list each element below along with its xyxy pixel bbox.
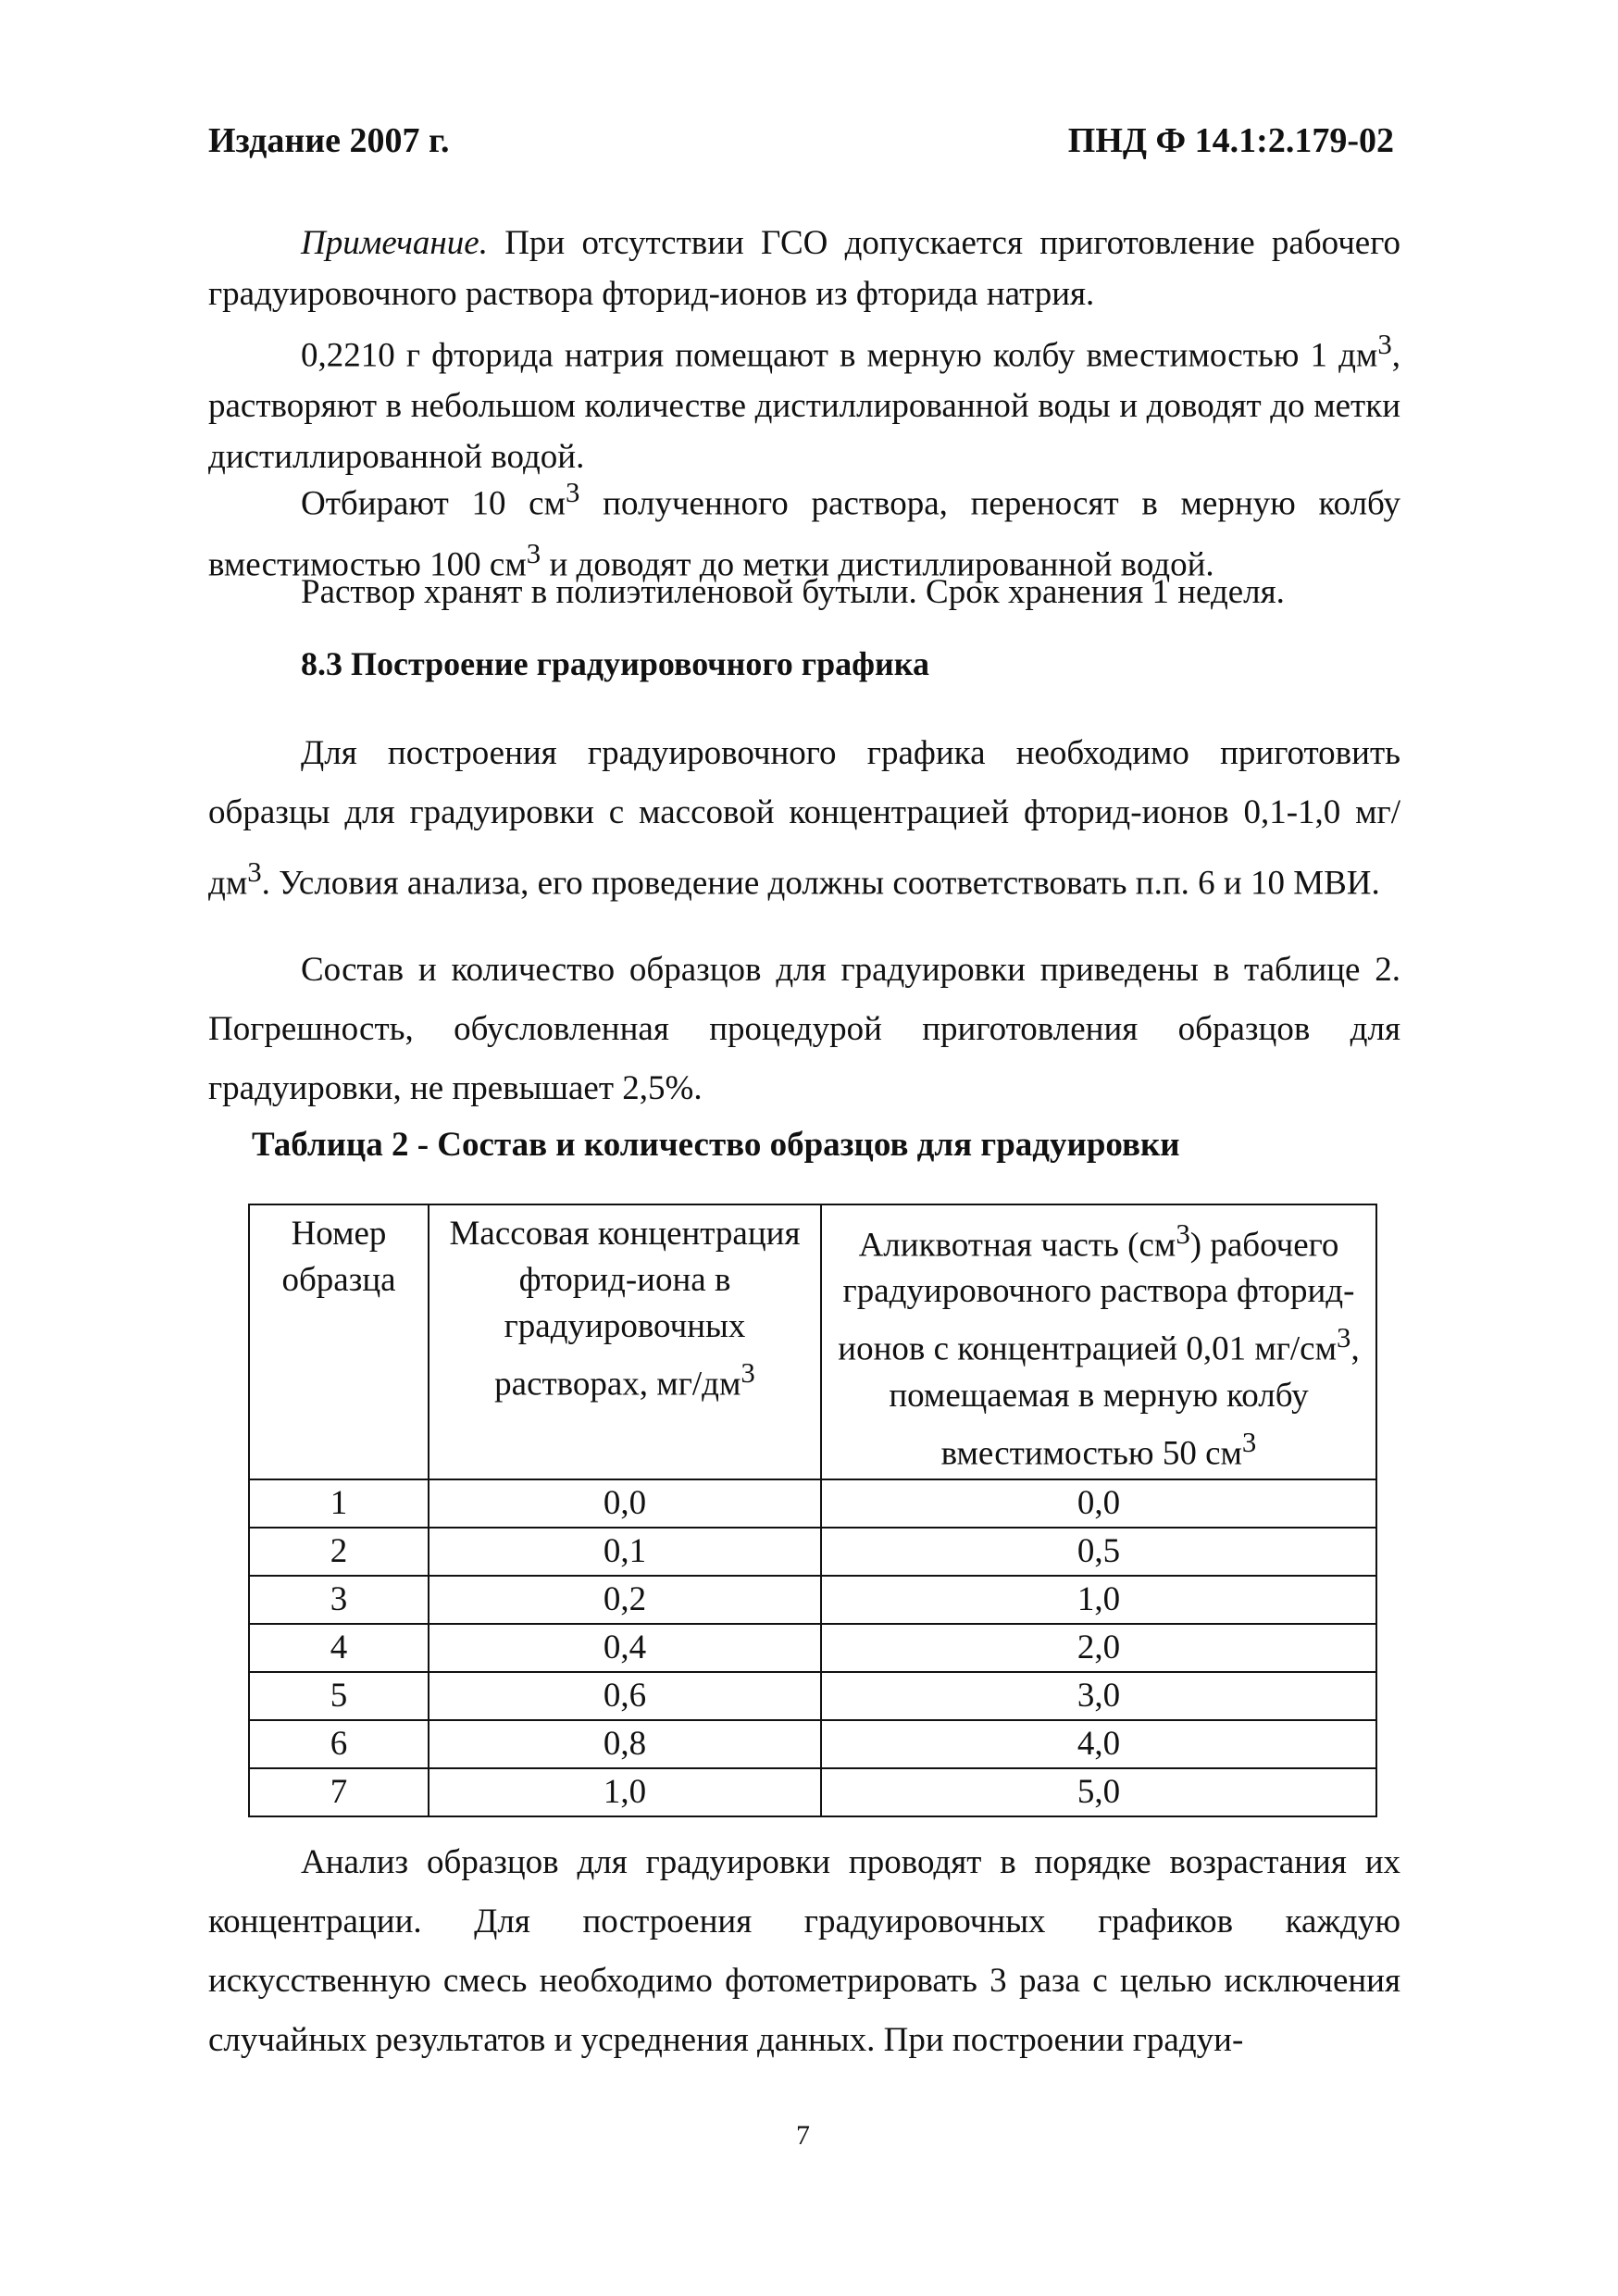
paragraph-storage: Раствор хранят в полиэтиленовой бутыли. Срок хранения 1 неделя. bbox=[301, 573, 1285, 611]
concentration-cell: 0,8 bbox=[429, 1720, 821, 1768]
header-sample-number: Номер образца bbox=[249, 1204, 429, 1479]
concentration-cell: 0,0 bbox=[429, 1479, 821, 1528]
sample-number-cell: 3 bbox=[249, 1576, 429, 1624]
aliquot-cell: 2,0 bbox=[821, 1624, 1376, 1672]
table-row bbox=[249, 1576, 1376, 1624]
paragraph-sodium-fluoride: 0,2210 г фторида натрия помещают в мерную колбу вместимостью 1 $дм^3$, растворяют в небольшом количестве дистиллированной воды и доводят до метки дистиллированной водой. bbox=[208, 329, 1400, 477]
sample-number-cell: 2 bbox=[249, 1528, 429, 1576]
note-paragraph bbox=[208, 218, 1400, 319]
concentration-cell: 0,1 bbox=[429, 1528, 821, 1576]
document-code-header: ПНД Ф 14.1:2.179-02 bbox=[1067, 121, 1394, 160]
paragraph-dilution: Отбирают 10 $см^3$ полученного раствора, переносят в мерную колбу вместимостью 100 $см^3$ и доводят до метки дистиллированной водой. bbox=[208, 477, 1400, 584]
section-title: 8.3 Построение градуировочного графика bbox=[301, 645, 929, 682]
table-row bbox=[249, 1479, 1376, 1528]
table-row bbox=[249, 1528, 1376, 1576]
table-row bbox=[249, 1768, 1376, 1816]
concentration-cell: 1,0 bbox=[429, 1768, 821, 1816]
sample-number-cell: 1 bbox=[249, 1479, 429, 1528]
sample-number-cell: 4 bbox=[249, 1624, 429, 1672]
concentration-cell: 0,6 bbox=[429, 1672, 821, 1720]
table-row bbox=[249, 1720, 1376, 1768]
aliquot-cell: 4,0 bbox=[821, 1720, 1376, 1768]
sample-number-cell: 6 bbox=[249, 1720, 429, 1768]
header-aliquot: Аликвотная часть $(см^3)$ рабочего градуировочного раствора фторид-ионов с концентрацией 0,01 $мг/см^3$, помещаемая в мерную колбу вместимостью 50 $см^3$ bbox=[821, 1204, 1376, 1479]
aliquot-cell: 3,0 bbox=[821, 1672, 1376, 1720]
header-mass-concentration: Массовая концентрация фторид-иона в градуировочных растворах, $мг/дм^3$ bbox=[429, 1204, 821, 1479]
aliquot-cell: 0,5 bbox=[821, 1528, 1376, 1576]
sample-number-cell: 5 bbox=[249, 1672, 429, 1720]
table-row bbox=[249, 1624, 1376, 1672]
aliquot-cell: 0,0 bbox=[821, 1479, 1376, 1528]
note-label: Примечание. bbox=[301, 224, 488, 262]
paragraph-analysis: Анализ образцов для градуировки проводят в порядке возрастания их концентрации. Для построения градуировочных графиков каждую искусственную смесь необходимо фотометрировать 3 раза с целью исключения случайных результатов и усреднения данных. При построении градуи- bbox=[208, 1843, 1400, 2059]
paragraph-table-reference: Состав и количество образцов для градуировки приведены в таблице 2. Погрешность, обусловленная процедурой приготовления образцов для градуировки, не превышает 2,5%. bbox=[208, 951, 1400, 1107]
calibration-table bbox=[248, 1204, 1377, 1817]
aliquot-cell: 1,0 bbox=[821, 1576, 1376, 1624]
table-header-row bbox=[249, 1204, 1376, 1479]
table-row bbox=[249, 1672, 1376, 1720]
edition-header: Издание 2007 г. bbox=[208, 121, 450, 160]
note-text: При отсутствии ГСО допускается приготовление рабочего градуировочного раствора фторид-ионов из фторида натрия. bbox=[208, 224, 1400, 313]
concentration-cell: 0,4 bbox=[429, 1624, 821, 1672]
page-number: 7 bbox=[796, 2120, 810, 2151]
aliquot-cell: 5,0 bbox=[821, 1768, 1376, 1816]
concentration-cell: 0,2 bbox=[429, 1576, 821, 1624]
sample-number-cell: 7 bbox=[249, 1768, 429, 1816]
table-caption: Таблица 2 - Состав и количество образцов для градуировки bbox=[252, 1126, 1180, 1164]
paragraph-calibration-samples: Для построения градуировочного графика необходимо приготовить образцы для градуировки с массовой концентрацией фторид-ионов 0,1-1,0 $мг/дм^3$. Условия анализа, его проведение должны соответствовать п.п. 6 и 10 МВИ. bbox=[208, 734, 1400, 903]
